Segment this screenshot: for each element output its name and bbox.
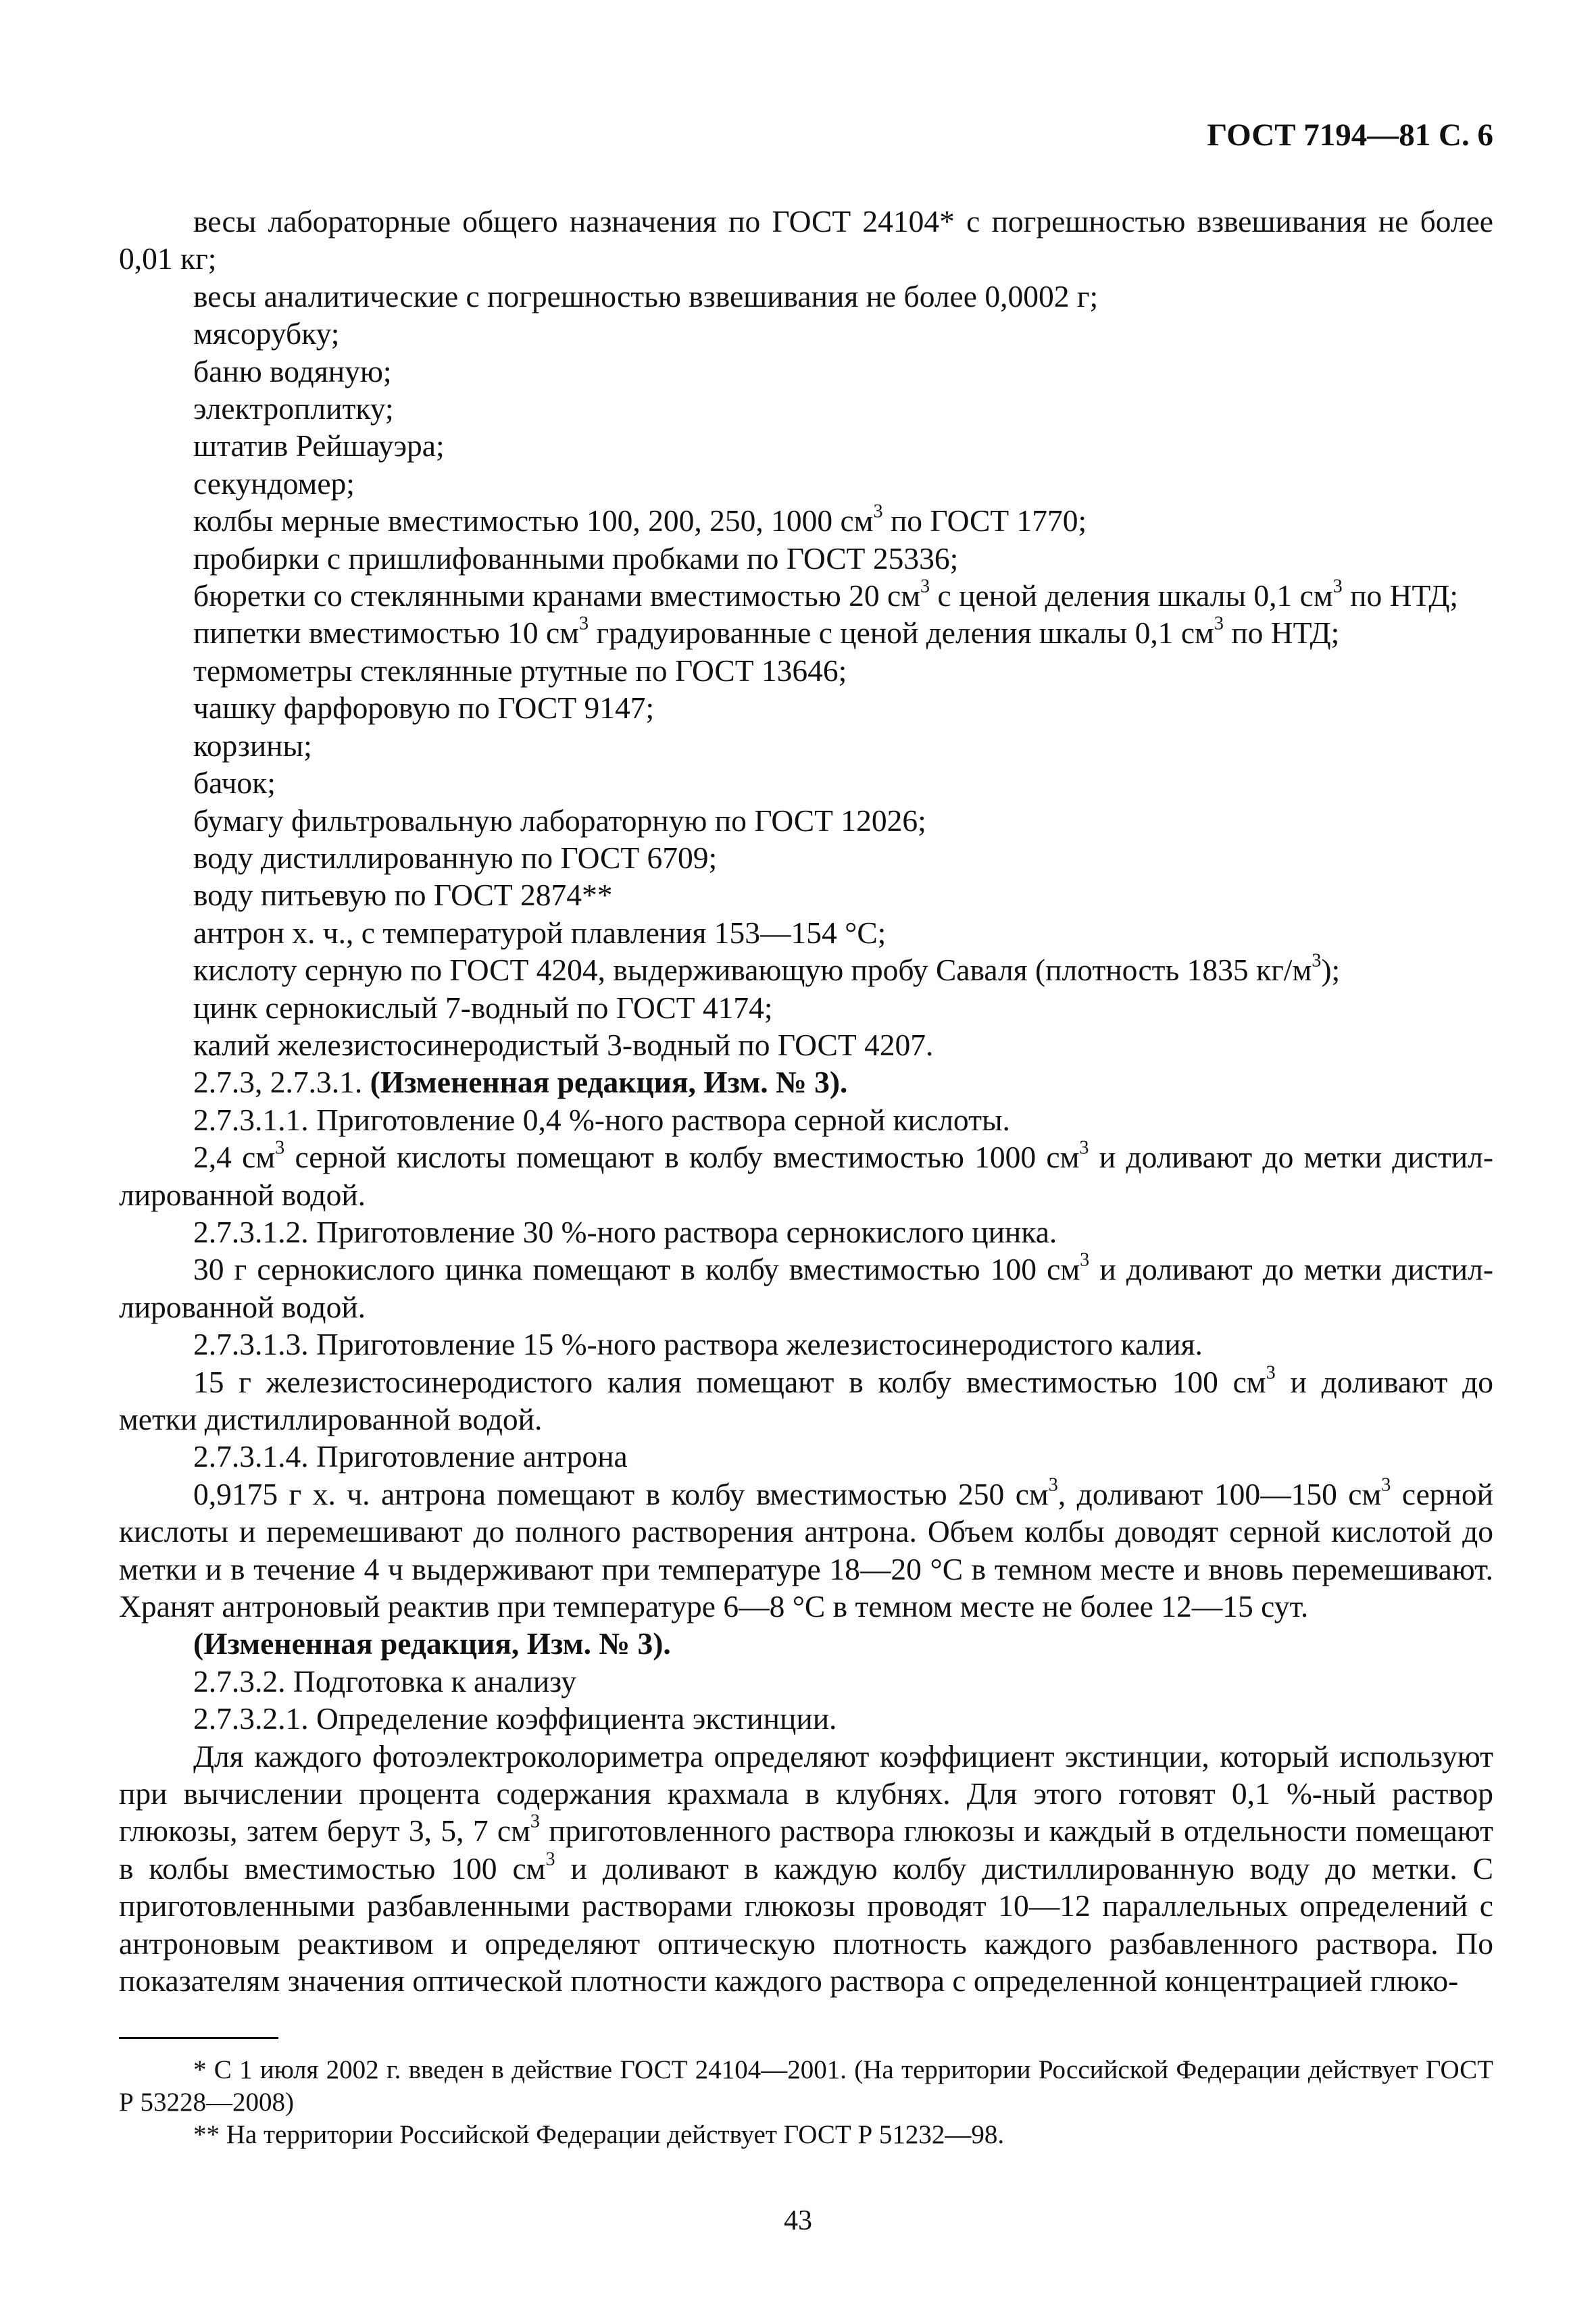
- superscript: 3: [530, 1811, 541, 1833]
- bold-text: (Измененная редакция, Изм. № 3).: [370, 1065, 848, 1100]
- paragraph: [119, 1063, 1493, 1101]
- paragraph: [119, 1026, 1493, 1063]
- text-run: баню водяную;: [193, 353, 392, 388]
- text-run: и доливают до метки дистиллированной водой.: [119, 1364, 1493, 1436]
- text-run: чашку фарфоровую по ГОСТ 9147;: [193, 690, 655, 726]
- superscript: 3: [578, 613, 589, 635]
- superscript: 3: [920, 576, 930, 597]
- text-run: 30 г сернокислого цинка помещают в колбу вместимостью 100 см: [193, 1252, 1080, 1287]
- paragraph: [119, 951, 1493, 988]
- text-run: по НТД;: [1223, 615, 1340, 651]
- paragraph: [119, 1101, 1493, 1138]
- bold-text: (Измененная редакция, Изм. № 3).: [193, 1626, 671, 1661]
- text-run: 15 г железистосинеродистого калия помещают в колбу вместимостью 100 см: [193, 1364, 1266, 1399]
- text-run: 2.7.3.1.2. Приготовление 30 %-ного раствора сернокислого цинка.: [193, 1214, 1057, 1249]
- superscript: 3: [1332, 576, 1343, 597]
- text-run: пробирки с пришлифованными пробками по ГОСТ 25336;: [193, 540, 959, 576]
- paragraph: [119, 652, 1493, 689]
- text-run: воду дистиллированную по ГОСТ 6709;: [193, 840, 718, 875]
- text-run: корзины;: [193, 728, 312, 763]
- text-run: колбы мерные вместимостью 100, 200, 250, 1000 см: [193, 503, 874, 538]
- text-run: бумагу фильтровальную лабораторную по ГОСТ 12026;: [193, 803, 926, 838]
- paragraph: [119, 203, 1493, 278]
- paragraph: [119, 1326, 1493, 1363]
- superscript: 3: [1048, 1474, 1058, 1496]
- text-run: с ценой деления шкалы 0,1 см: [930, 578, 1333, 613]
- text-run: штатив Рейшауэра;: [193, 428, 445, 463]
- paragraph: [119, 839, 1493, 876]
- text-run: цинк сернокислый 7-водный по ГОСТ 4174;: [193, 990, 773, 1025]
- text-run: градуированные с ценой деления шкалы 0,1 см: [589, 615, 1214, 651]
- paragraph: [119, 502, 1493, 539]
- text-run: 2,4 см: [193, 1140, 276, 1175]
- paragraph: [119, 727, 1493, 764]
- paragraph: [119, 1738, 1493, 2000]
- paragraph: [119, 802, 1493, 839]
- superscript: 3: [545, 1848, 555, 1870]
- text-run: приготовленного раствора глюкозы и каждый в отдельности помещают в колбы вместимостью 100 см: [119, 1813, 1493, 1886]
- text-run: и доливают в каждую колбу дистиллированную воду до метки. С приготовленными разбавленными растворами глюкозы проводят 10—12 параллельных определений с антроновым реактивом и определяют оптическую плотность каждого разбавленного раствора. По показателям значения оптической плотности каждого раствора с определенной концентрацией глюко-: [119, 1851, 1493, 1998]
- paragraph: [119, 614, 1493, 651]
- paragraph: [119, 390, 1493, 427]
- text-run: антрон х. ч., с температурой плавления 153—154 °С;: [193, 915, 887, 950]
- text-run: 2.7.3.2. Подготовка к анализу: [193, 1663, 576, 1699]
- text-run: весы аналитические с погрешностью взвешивания не более 0,0002 г;: [193, 278, 1099, 313]
- footnote-1: * С 1 июля 2002 г. введен в действие ГОСТ 24104—2001. (На территории Российской Федерации действует ГОСТ Р 53228—2008): [119, 2055, 1493, 2117]
- superscript: 3: [275, 1137, 285, 1159]
- text-run: серной кислоты помещают в колбу вместимостью 1000 см: [284, 1140, 1080, 1175]
- footnote-2: ** На территории Российской Федерации действует ГОСТ Р 51232—98.: [193, 2120, 1005, 2149]
- text-run: и доливают до метки дистиллированной водой.: [119, 1252, 1493, 1324]
- superscript: 3: [1214, 613, 1224, 635]
- text-run: 2.7.3.1.1. Приготовление 0,4 %-ного раствора серной кислоты.: [193, 1102, 1010, 1137]
- text-run: по НТД;: [1342, 578, 1459, 613]
- main-text: [119, 203, 1493, 2000]
- text-run: Для каждого фотоэлектроколориметра определяют коэффициент экстинции, который используют при вычислении процента содержания крахмала в клубнях. Для этого готовят 0,1 %-ный раствор глюкозы, затем берут 3, 5, 7 см: [119, 1738, 1493, 1848]
- text-run: пипетки вместимостью 10 см: [193, 615, 579, 651]
- paragraph: [119, 1138, 1493, 1213]
- text-run: 0,9175 г х. ч. антрона помещают в колбу вместимостью 250 см: [193, 1476, 1049, 1511]
- text-run: 2.7.3.1.4. Приготовление антрона: [193, 1439, 628, 1474]
- paragraph: [119, 914, 1493, 951]
- page-number: 43: [784, 2205, 812, 2236]
- paragraph: [119, 465, 1493, 502]
- paragraph: [119, 577, 1493, 614]
- text-run: 2.7.3, 2.7.3.1.: [193, 1065, 370, 1100]
- paragraph: [119, 689, 1493, 726]
- superscript: 3: [1312, 950, 1322, 972]
- text-run: по ГОСТ 1770;: [882, 503, 1087, 538]
- superscript: 3: [1080, 1250, 1090, 1272]
- footnotes: [119, 2054, 1493, 2151]
- superscript: 3: [1381, 1474, 1391, 1496]
- text-run: кислоту серную по ГОСТ 4204, выдерживающую пробу Саваля (плотность 1835 кг/м: [193, 953, 1312, 988]
- text-run: термометры стеклянные ртутные по ГОСТ 13646;: [193, 653, 847, 688]
- paragraph: [119, 989, 1493, 1026]
- paragraph: [119, 278, 1493, 315]
- paragraph: [119, 764, 1493, 801]
- paragraph: [119, 1438, 1493, 1475]
- page-header: ГОСТ 7194—81 С. 6: [1207, 118, 1493, 153]
- paragraph: [119, 876, 1493, 913]
- paragraph: [119, 315, 1493, 352]
- paragraph: [119, 1476, 1493, 1626]
- text-run: весы лабораторные общего назначения по ГОСТ 24104* с погрешностью взвешивания не более 0,01 кг;: [119, 204, 1493, 276]
- footnote-separator: [119, 2037, 278, 2039]
- paragraph: [119, 1213, 1493, 1251]
- paragraph: [119, 1363, 1493, 1438]
- text-run: бачок;: [193, 765, 276, 801]
- text-run: бюретки со стеклянными кранами вместимостью 20 см: [193, 578, 921, 613]
- text-run: 2.7.3.2.1. Определение коэффициента экстинции.: [193, 1701, 837, 1736]
- text-run: калий железистосинеродистый 3-водный по ГОСТ 4207.: [193, 1027, 934, 1062]
- superscript: 3: [873, 501, 883, 522]
- text-run: серной кислоты и перемешивают до полного растворения антрона. Объем колбы доводят серной кислотой до метки и в течение 4 ч выдерживают при температуре 18—20 °С в темном месте и вновь перемешивают. Хранят антроновый реактив при температуре 6—8 °С в темном месте не более 12—15 сут.: [119, 1476, 1493, 1624]
- text-run: секундомер;: [193, 466, 355, 501]
- text-run: , доливают 100—150 см: [1057, 1476, 1382, 1511]
- paragraph: [119, 1625, 1493, 1662]
- paragraph: [119, 1251, 1493, 1326]
- paragraph: [119, 427, 1493, 464]
- superscript: 3: [1266, 1362, 1276, 1384]
- paragraph: [119, 353, 1493, 390]
- paragraph: [119, 540, 1493, 577]
- text-run: и доливают до метки дистиллированной водой.: [119, 1140, 1493, 1212]
- text-run: воду питьевую по ГОСТ 2874**: [193, 878, 613, 913]
- paragraph: [119, 1663, 1493, 1700]
- text-run: );: [1321, 953, 1341, 988]
- paragraph: [119, 1700, 1493, 1737]
- text-run: 2.7.3.1.3. Приготовление 15 %-ного раствора железистосинеродистого калия.: [193, 1327, 1203, 1362]
- text-run: мясорубку;: [193, 316, 340, 351]
- superscript: 3: [1079, 1137, 1089, 1159]
- text-run: электроплитку;: [193, 391, 394, 426]
